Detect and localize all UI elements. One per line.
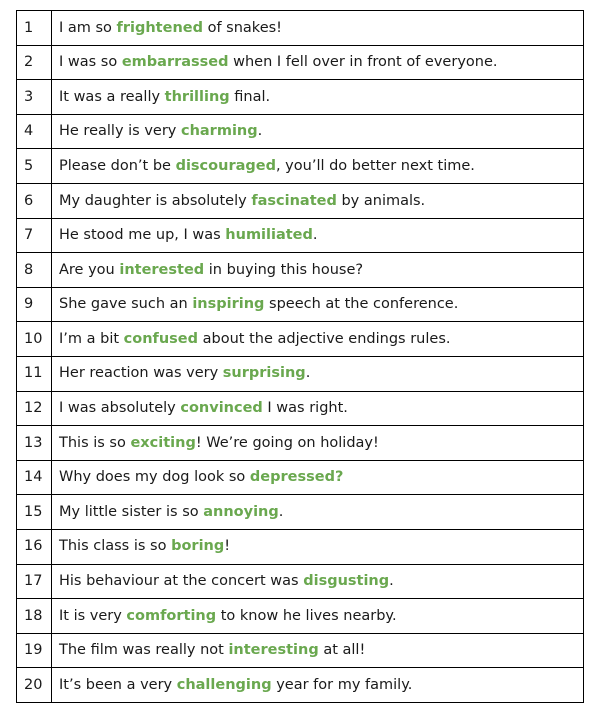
- highlighted-adjective: depressed?: [249, 469, 344, 486]
- adjectives-table: [16, 10, 584, 703]
- sentence-text-after: I was right.: [262, 400, 348, 417]
- sentence-cell: [52, 356, 584, 391]
- sentence-text-before: My daughter is absolutely: [59, 192, 252, 209]
- sentence-text-after: ! We’re going on holiday!: [195, 434, 379, 451]
- sentence-cell: [52, 253, 584, 288]
- sentence-cell: [52, 426, 584, 461]
- sentence-text-before: My little sister is so: [59, 503, 204, 520]
- sentence-text-before: This class is so: [59, 538, 172, 555]
- row-number: 13: [17, 426, 52, 461]
- table-row: [17, 529, 584, 564]
- sentence-text-before: It’s been a very: [59, 676, 177, 693]
- sentence-cell: [52, 529, 584, 564]
- row-number: 7: [17, 218, 52, 253]
- sentence-text-after: .: [389, 573, 394, 590]
- sentence-text-after: !: [224, 538, 231, 555]
- row-number: 8: [17, 253, 52, 288]
- sentence-text-after: by animals.: [336, 192, 426, 209]
- row-number: 9: [17, 287, 52, 322]
- table-row: [17, 356, 584, 391]
- highlighted-adjective: interesting: [228, 642, 319, 659]
- highlighted-adjective: surprising: [222, 365, 306, 382]
- highlighted-adjective: frightened: [116, 19, 203, 36]
- row-number: 1: [17, 11, 52, 46]
- row-number: 16: [17, 529, 52, 564]
- sentence-text-after: at all!: [318, 642, 366, 659]
- table-row: [17, 183, 584, 218]
- sentence-text-after: of snakes!: [202, 19, 282, 36]
- highlighted-adjective: convinced: [180, 400, 263, 417]
- sentence-cell: [52, 599, 584, 634]
- row-number: 3: [17, 80, 52, 115]
- sentence-cell: [52, 11, 584, 46]
- sentence-cell: [52, 149, 584, 184]
- table-row: [17, 495, 584, 530]
- sentence-text-after: .: [278, 503, 284, 520]
- sentence-text-before: I am so: [59, 19, 117, 36]
- highlighted-adjective: annoying: [203, 503, 279, 520]
- sentence-text-before: This is so: [59, 434, 131, 451]
- sentence-text-after: when I fell over in front of everyone.: [228, 54, 498, 71]
- sentence-text-after: .: [305, 365, 311, 382]
- sentence-cell: [52, 495, 584, 530]
- sentence-text-after: .: [312, 227, 318, 244]
- sentence-cell: [52, 80, 584, 115]
- sentence-text-before: She gave such an: [59, 296, 193, 313]
- sentence-text-after: final.: [229, 88, 271, 105]
- sentence-text-after: , you’ll do better next time.: [275, 157, 475, 174]
- table-row: [17, 322, 584, 357]
- sentence-text-before: I’m a bit: [59, 330, 124, 347]
- row-number: 10: [17, 322, 52, 357]
- table-row: [17, 80, 584, 115]
- sentence-cell: [52, 218, 584, 253]
- highlighted-adjective: comforting: [126, 607, 217, 624]
- sentence-text-before: His behaviour at the concert was: [59, 573, 304, 590]
- table-row: [17, 114, 584, 149]
- sentence-cell: [52, 114, 584, 149]
- sentence-text-after: about the adjective endings rules.: [198, 330, 451, 347]
- row-number: 19: [17, 633, 52, 668]
- row-number: 17: [17, 564, 52, 599]
- sentence-text-after: speech at the conference.: [264, 296, 459, 313]
- table-row: [17, 11, 584, 46]
- sentence-text-before: He stood me up, I was: [59, 227, 226, 244]
- sentence-cell: [52, 633, 584, 668]
- table-row: [17, 633, 584, 668]
- highlighted-adjective: embarrassed: [121, 54, 229, 71]
- highlighted-adjective: thrilling: [164, 88, 230, 105]
- sentence-text-before: Please don’t be: [59, 157, 176, 174]
- sentence-cell: [52, 287, 584, 322]
- sentence-text-after: year for my family.: [271, 676, 413, 693]
- sentence-cell: [52, 460, 584, 495]
- sentence-text-before: Her reaction was very: [59, 365, 223, 382]
- row-number: 20: [17, 668, 52, 703]
- table-row: [17, 45, 584, 80]
- sentence-text-before: I was so: [59, 54, 122, 71]
- table-row: [17, 599, 584, 634]
- highlighted-adjective: boring: [171, 538, 225, 555]
- highlighted-adjective: charming: [180, 123, 258, 140]
- sentence-cell: [52, 564, 584, 599]
- sentence-text-before: Are you: [59, 261, 120, 278]
- sentence-cell: [52, 391, 584, 426]
- sentence-cell: [52, 45, 584, 80]
- highlighted-adjective: inspiring: [192, 296, 265, 313]
- row-number: 12: [17, 391, 52, 426]
- table-row: [17, 253, 584, 288]
- sentence-cell: [52, 183, 584, 218]
- highlighted-adjective: fascinated: [251, 192, 337, 209]
- sentence-text-before: He really is very: [59, 123, 181, 140]
- row-number: 18: [17, 599, 52, 634]
- sentence-text-before: Why does my dog look so: [59, 469, 250, 486]
- table-row: [17, 668, 584, 703]
- table-row: [17, 149, 584, 184]
- highlighted-adjective: confused: [123, 330, 199, 347]
- sentence-text-before: It is very: [59, 607, 127, 624]
- highlighted-adjective: exciting: [130, 434, 196, 451]
- sentence-text-before: It was a really: [59, 88, 165, 105]
- highlighted-adjective: challenging: [176, 676, 272, 693]
- table-body: [17, 11, 584, 703]
- sentence-text-after: to know he lives nearby.: [216, 607, 397, 624]
- sentence-text-before: I was absolutely: [59, 400, 181, 417]
- highlighted-adjective: interested: [119, 261, 205, 278]
- table-row: [17, 391, 584, 426]
- sentence-text-after: .: [257, 123, 263, 140]
- row-number: 2: [17, 45, 52, 80]
- table-row: [17, 564, 584, 599]
- sentence-cell: [52, 668, 584, 703]
- sentence-text-before: The film was really not: [59, 642, 229, 659]
- table-row: [17, 426, 584, 461]
- highlighted-adjective: discouraged: [175, 157, 276, 174]
- sentence-cell: [52, 322, 584, 357]
- row-number: 5: [17, 149, 52, 184]
- table-row: [17, 218, 584, 253]
- table-row: [17, 460, 584, 495]
- row-number: 14: [17, 460, 52, 495]
- highlighted-adjective: humiliated: [225, 227, 313, 244]
- row-number: 15: [17, 495, 52, 530]
- row-number: 4: [17, 114, 52, 149]
- sentence-text-after: in buying this house?: [204, 261, 364, 278]
- row-number: 6: [17, 183, 52, 218]
- table-row: [17, 287, 584, 322]
- row-number: 11: [17, 356, 52, 391]
- highlighted-adjective: disgusting: [303, 573, 390, 590]
